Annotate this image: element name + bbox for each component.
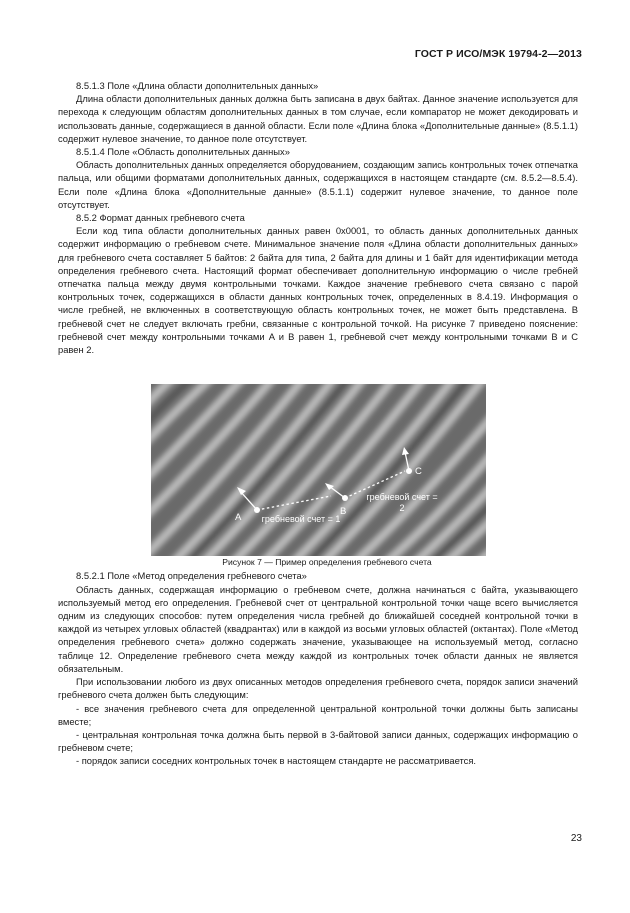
list-item: - порядок записи соседних контрольных точек в настоящем стандарте не рассматривается. xyxy=(76,755,477,767)
section-heading: 8.5.2.1 Поле «Метод определения гребневого счета» xyxy=(76,570,307,582)
list-item: - центральная контрольная точка должна быть первой в 3-байтовой записи данных, содержащих информацию о гребневом счете; xyxy=(58,728,578,754)
body-paragraph: Длина области дополнительных данных должна быть записана в двух байтах. Данное значение используется для перехода к следующим областям дополнительных данных в том случае, если компаратор не может декодировать и использовать данные, содержащиеся в данной области. Если поле «Длина блока «Дополнительные данные» (8.5.1.1) содержит нулевое значение, то данное поле отсутствует. xyxy=(58,93,578,144)
section-heading: 8.5.1.4 Поле «Область дополнительных данных» xyxy=(76,146,290,158)
body-paragraph: Область данных, содержащая информацию о гребневом счете, должна начинаться с байта, указывающего используемый метод его определения. Гребневой счет от центральной контрольной точки чаще всего вычисляется одним из следующих способов: путем определения числа гребней до ближайшей соседней контрольной точки в каждой из четырех угловых областей (квадрантах) или в каждой из восьми угловых областей (октантах). Поле «Метод определения гребневого счета» должно содержать значение, указывающее на используемый метод, согласно таблице 12. Определение гребневого счета между каждой из контрольных точек области данных не является обязательным. xyxy=(58,583,578,674)
figure-caption: Рисунок 7 — Пример определения гребневого счета xyxy=(222,557,432,568)
document-body xyxy=(58,79,578,768)
document-header: ГОСТ Р ИСО/МЭК 19794-2—2013 xyxy=(414,48,582,60)
minutia-point-b xyxy=(342,495,348,501)
minutia-point-a xyxy=(254,507,260,513)
point-c-label: C xyxy=(415,466,422,478)
body-paragraph: Если код типа области дополнительных данных равен 0x0001, то область данных дополнительных данных содержит информацию о гребневом счете. Минимальное значение поля «Длина области дополнительных данных» для гребневого счета составляет 5 байтов: 2 байта для типа, 2 байта для длины и 1 байт для идентификации метода определения гребневого счета. Настоящий формат обеспечивает дополнительную информацию о числе гребней отпечатка пальца между двумя контрольными точками. Каждое значение гребневого счета связано с парой контрольных точек, содержащихся в области данных контрольных точек, определенных в 8.4.19. Информация о числе гребней, не включенных в соответствующую область контрольных точек, не может быть представлена. В гребневой счет не следует включать гребни, связанные с контрольной точкой. На рисунке 7 приведено пояснение: гребневой счет между контрольными точками A и B равен 1, гребневой счет между контрольными точками B и C равен 2. xyxy=(58,225,578,356)
body-paragraph: Область дополнительных данных определяется оборудованием, создающим запись контрольных точек отпечатка пальца, или общими форматами дополнительных данных, содержащихся в настоящем стандарте (см. 8.5.2—8.5.4). Если поле «Длина блока «Дополнительные данные» (8.5.1.1) содержит нулевое значение, то данное поле отсутствует. xyxy=(58,159,578,210)
fingerprint-image xyxy=(151,384,486,556)
fingerprint-figure xyxy=(151,384,486,556)
minutia-point-c xyxy=(406,468,412,474)
point-b-label: B xyxy=(340,506,347,518)
body-paragraph: При использовании любого из двух описанных методов определения гребневого счета, порядок записи значений гребневого счета должен быть следующим: xyxy=(58,676,578,701)
section-heading: 8.5.2 Формат данных гребневого счета xyxy=(76,212,245,224)
list-item: - все значения гребневого счета для определенной центральной контрольной точки должны быть записаны вместе; xyxy=(58,702,578,727)
page-number: 23 xyxy=(570,833,582,844)
ridge-count-ab-label: гребневой счет = 1 xyxy=(261,514,341,525)
ridge-count-bc-label: гребневой счет = 2 xyxy=(366,492,438,514)
section-heading: 8.5.1.3 Поле «Длина области дополнительных данных» xyxy=(76,80,319,91)
point-a-label: A xyxy=(235,512,242,524)
